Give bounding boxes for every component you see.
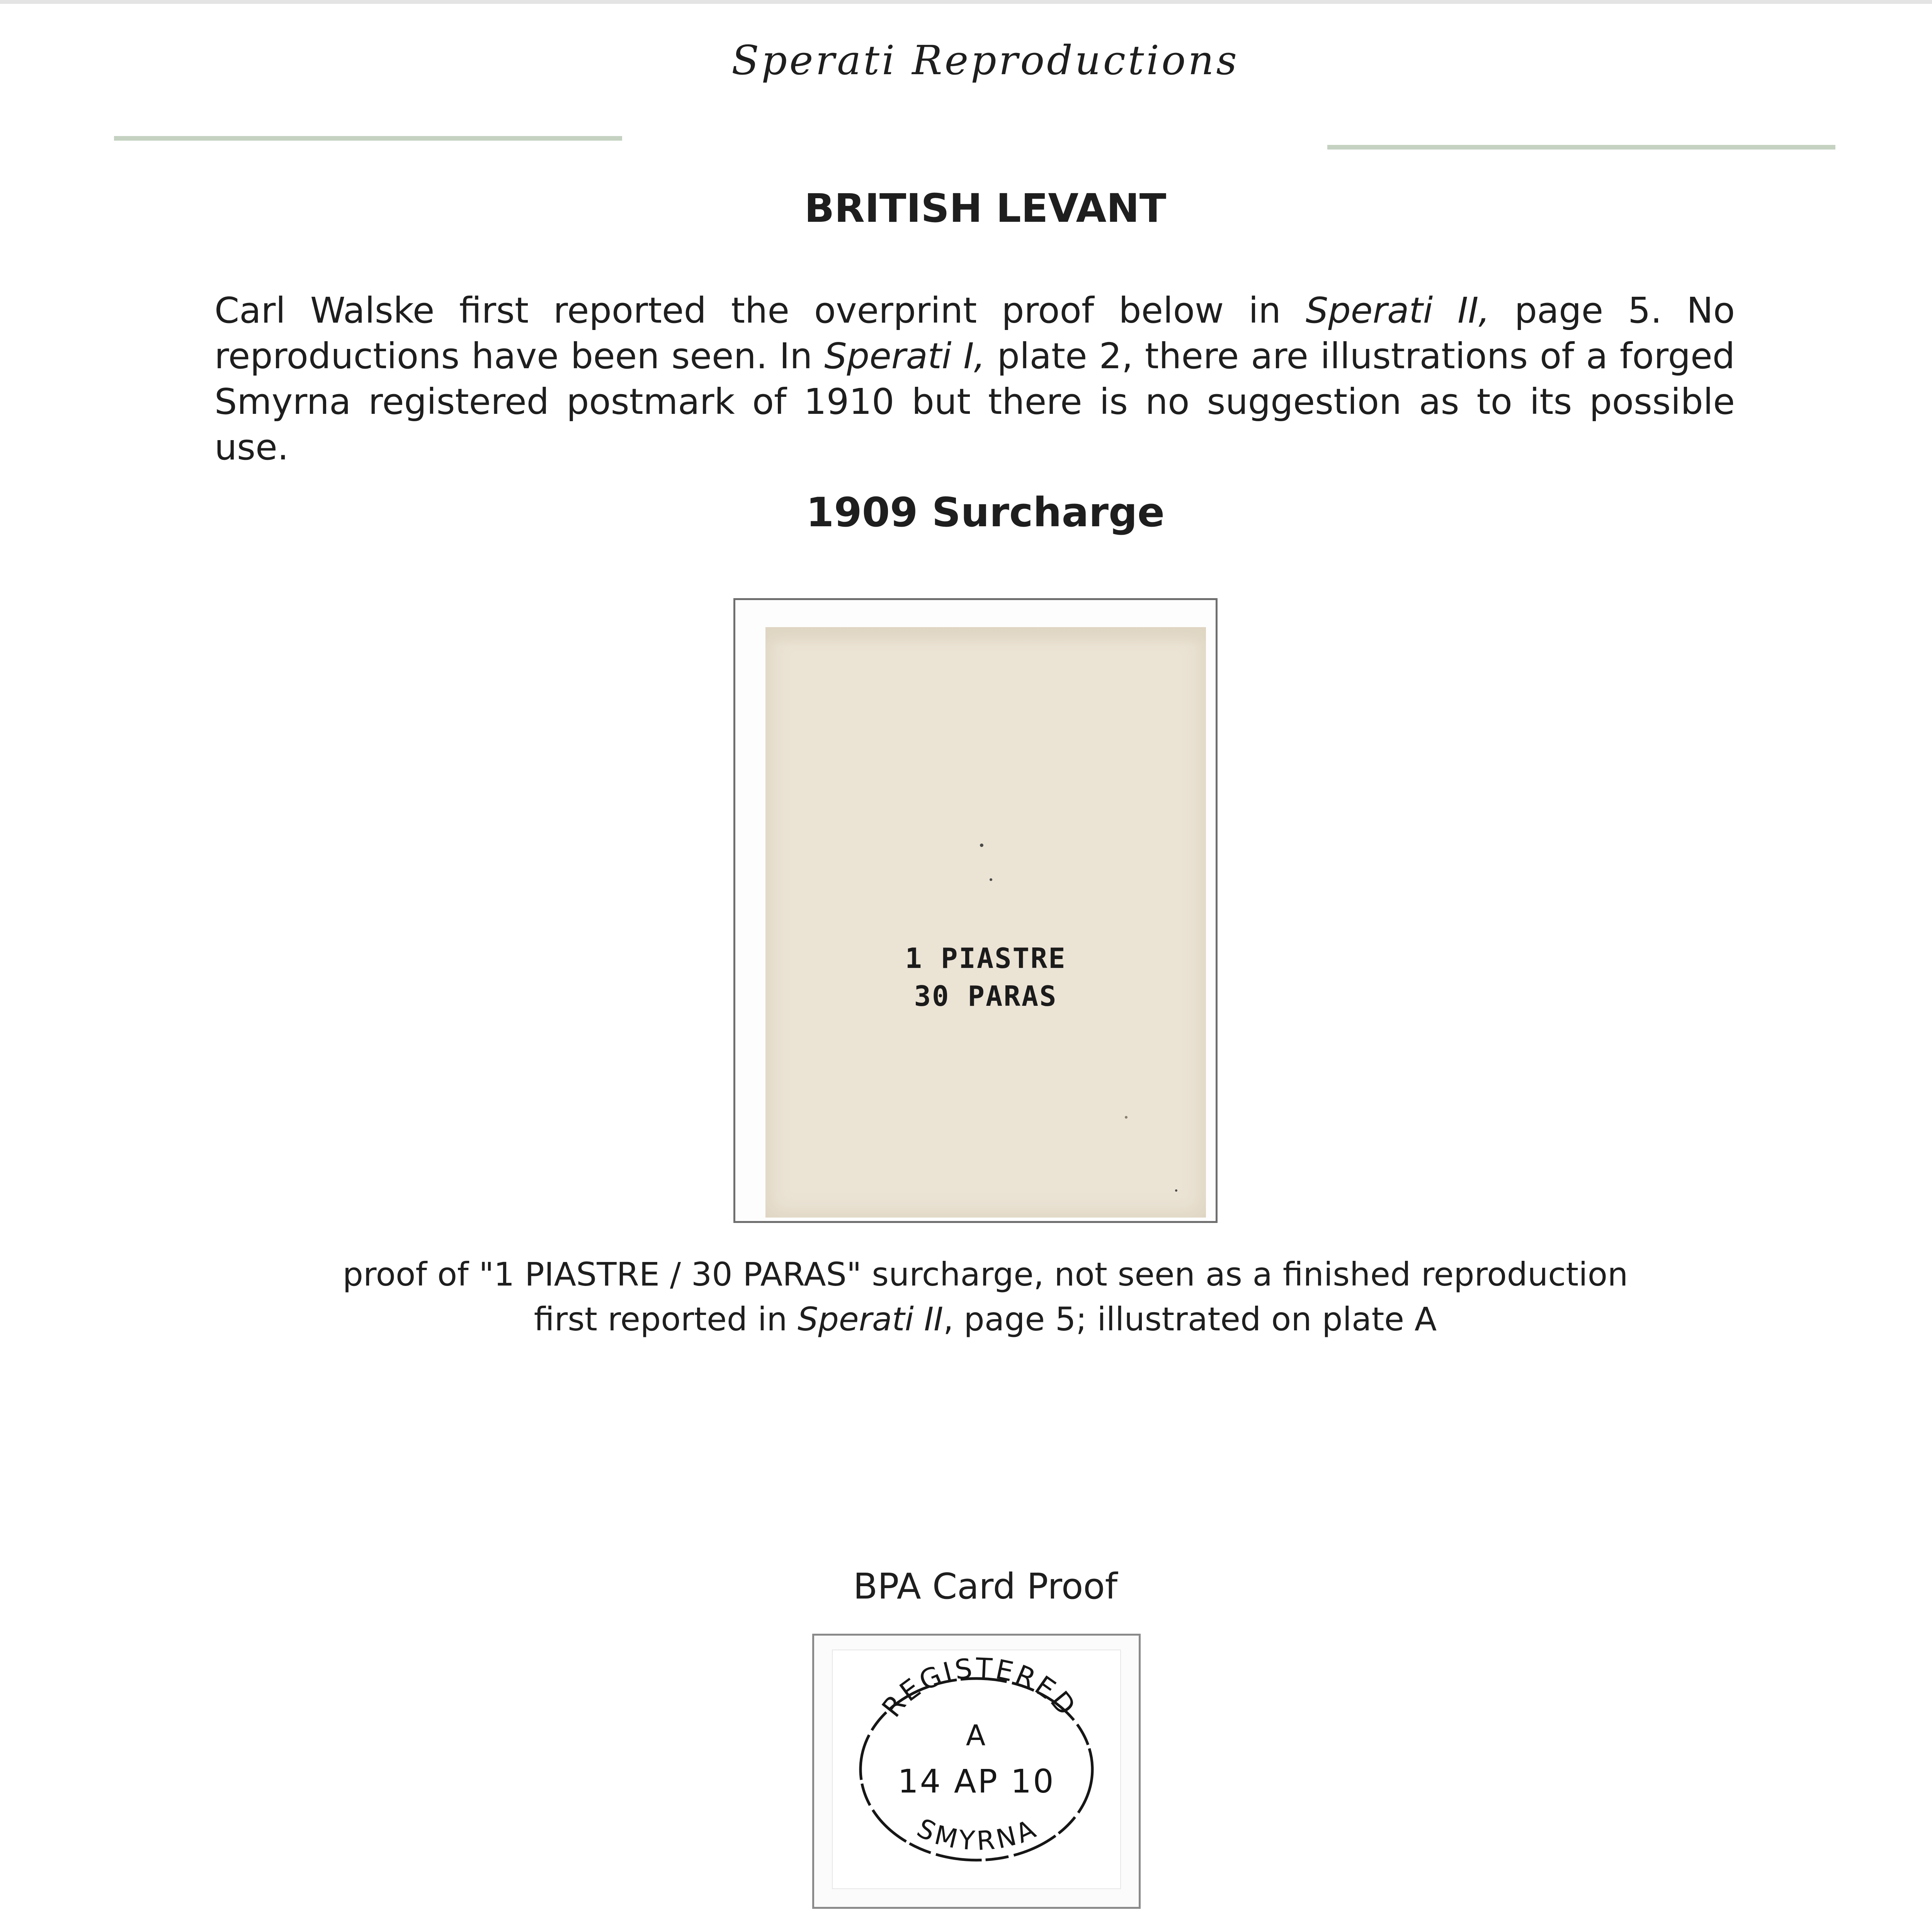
- bpa-card-proof-label: BPA Card Proof: [853, 1566, 1117, 1607]
- header-rule-left: [114, 136, 622, 141]
- page-title: BRITISH LEVANT: [804, 185, 1167, 231]
- caption-ref-sperati-2: Sperati II: [798, 1300, 944, 1338]
- paper-speck: [990, 878, 992, 881]
- section-heading-surcharge: 1909 Surcharge: [806, 489, 1165, 536]
- intro-text-1: Carl Walske first reported the overprint proof below in: [214, 290, 1306, 331]
- caption-text-b: , page 5; illustrated on plate A: [943, 1300, 1437, 1338]
- surcharge-overprint: [765, 939, 1206, 1015]
- paper-speck: [1125, 1116, 1128, 1119]
- paper-speck: [980, 844, 983, 847]
- intro-text-2: page 5. No reproductions have been seen. In: [214, 290, 1735, 377]
- intro-paragraph: [214, 288, 1735, 470]
- intro-ref-sperati-1: Sperati I,: [824, 335, 985, 377]
- intro-text-3: plate 2, there are illustrations of a forged Smyrna registered postmark of 1910 but there is no suggestion as to its possible use.: [214, 335, 1735, 468]
- surcharge-caption-line-2: [0, 1297, 1932, 1342]
- caption-text-a: first reported in: [534, 1300, 798, 1338]
- intro-ref-sperati-2: Sperati II,: [1305, 290, 1490, 331]
- postmark-bottom-arc-text: SMYRNA: [912, 1813, 1043, 1857]
- surcharge-proof-mount: [733, 598, 1218, 1223]
- postmark-letter: A: [966, 1719, 987, 1752]
- postmark-top-arc-text: REGISTERED: [876, 1652, 1083, 1723]
- postmark-date: 14 AP 10: [898, 1762, 1055, 1800]
- surcharge-line-2: 30 PARAS: [914, 980, 1058, 1012]
- surcharge-line-1: 1 PIASTRE: [905, 942, 1066, 975]
- header-rule-right: [1327, 145, 1835, 150]
- postmark-card: [832, 1650, 1121, 1889]
- page-top-edge: [0, 0, 1932, 4]
- surcharge-proof-paper: [765, 627, 1206, 1218]
- surcharge-caption-line-1: proof of "1 PIASTRE / 30 PARAS" surcharge, not seen as a finished reproduction: [342, 1255, 1628, 1293]
- postmark-card-mount: [812, 1634, 1141, 1909]
- surcharge-caption: [0, 1252, 1932, 1342]
- paper-speck: [1175, 1189, 1177, 1192]
- header-title: Sperati Reproductions: [731, 37, 1239, 84]
